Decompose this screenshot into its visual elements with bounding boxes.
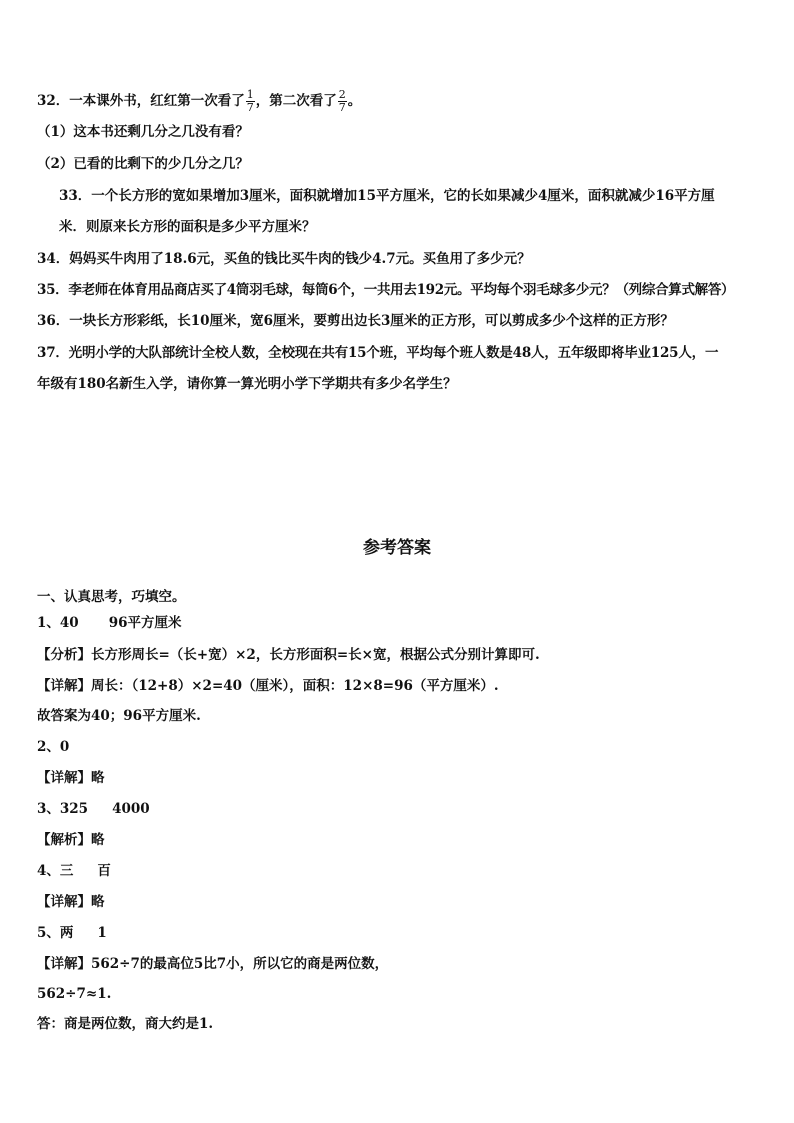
answer-4-detail: 【详解】略: [37, 894, 105, 910]
question-37-line-1: 37．光明小学的大队部统计全校人数，全校现在共有15个班，平均每个班人数是48人，五年级即将毕业125人，一: [37, 345, 719, 361]
section-heading: 一、认真思考，巧填空。: [37, 589, 186, 605]
answer-2: 2、0: [37, 739, 70, 755]
answer-4: 4、三 百: [37, 863, 111, 879]
question-32-part-1: （1）这本书还剩几分之几没有看？: [37, 124, 249, 140]
answer-5-detail: 【详解】562÷7的最高位5比7小，所以它的商是两位数，: [37, 956, 389, 972]
answer-1-detail: 【详解】周长：（12+8）×2=40（厘米），面积：12×8=96（平方厘米）.: [37, 678, 499, 694]
answer-5-answer: 答：商是两位数，商大约是1.: [37, 1016, 214, 1032]
answer-3-detail: 【解析】略: [37, 832, 105, 848]
question-34: 34．妈妈买牛肉用了18.6元，买鱼的钱比买牛肉的钱少4.7元。买鱼用了多少元？: [37, 251, 531, 267]
question-32-part-2: （2）已看的比剩下的少几分之几？: [37, 156, 249, 172]
question-33-line-2: 米．则原来长方形的面积是多少平方厘米？: [59, 219, 316, 235]
answer-5: 5、两 1: [37, 925, 107, 941]
fraction-one-seventh: $\frac{1}{7}$: [246, 88, 254, 114]
answer-5-calc: 562÷7≈1.: [37, 986, 112, 1002]
question-35: 35．李老师在体育用品商店买了4筒羽毛球，每筒6个，一共用去192元。平均每个羽毛球多少元？（列综合算式解答）: [37, 282, 735, 298]
answers-title: 参考答案: [363, 538, 431, 558]
answer-1-conclusion: 故答案为40；96平方厘米.: [37, 708, 201, 724]
question-33-line-1: 33．一个长方形的宽如果增加3厘米，面积就增加15平方厘米，它的长如果减少4厘米，面积就减少16平方厘: [59, 188, 715, 204]
answer-1-analysis: 【分析】长方形周长=（长+宽）×2，长方形面积=长×宽，根据公式分别计算即可.: [37, 647, 540, 663]
answer-3: 3、325 4000: [37, 801, 150, 817]
fraction-two-sevenths: $\frac{2}{7}$: [338, 88, 346, 114]
answer-2-detail: 【详解】略: [37, 770, 105, 786]
answer-1: 1、40 96平方厘米: [37, 615, 182, 631]
question-32: 32．一本课外书，红红第一次看了 $\frac{1}{7}$ ，第二次看了 $\frac{2}{7}$ 。: [37, 88, 362, 114]
question-36: 36．一块长方形彩纸，长10厘米，宽6厘米，要剪出边长3厘米的正方形，可以剪成多少个这样的正方形？: [37, 313, 674, 329]
question-37-line-2: 年级有180名新生入学，请你算一算光明小学下学期共有多少名学生？: [37, 376, 457, 392]
